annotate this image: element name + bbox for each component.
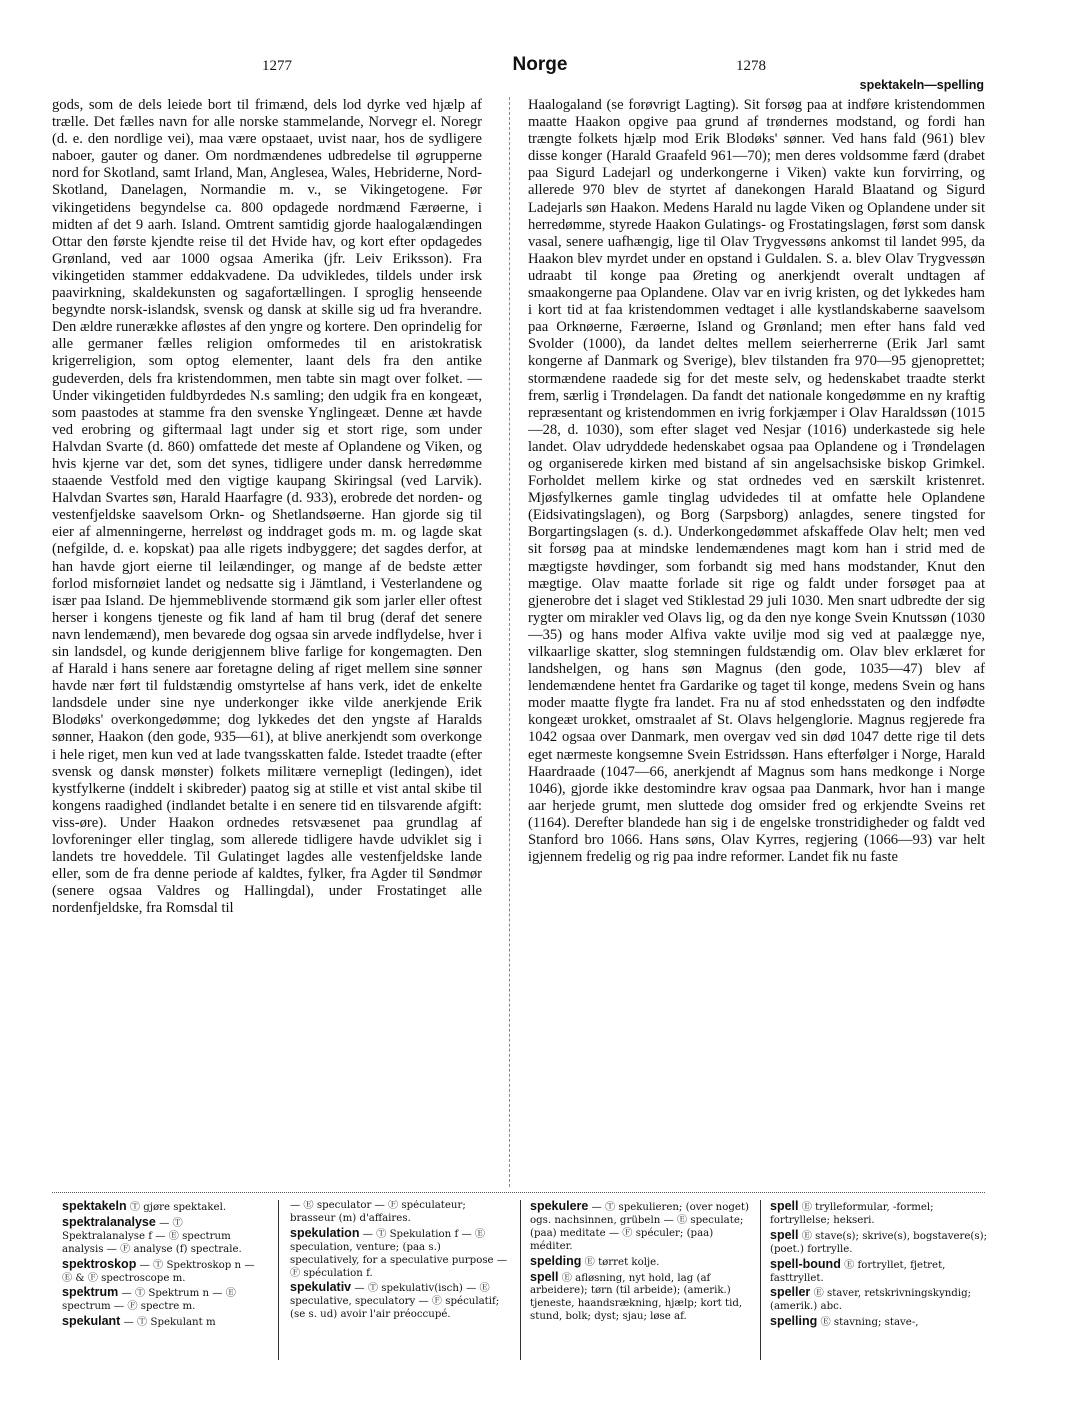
page-number-left: 1277: [262, 58, 292, 74]
glossary-headword: spell: [530, 1269, 559, 1284]
glossary-definition: — Ⓔ speculator — Ⓕ spéculateur; brasseur (m) d'affaires.: [290, 1200, 466, 1224]
glossary-headword: spell-bound: [770, 1256, 841, 1271]
glossary-headword: spekulation: [290, 1225, 360, 1240]
glossary-column-4: [770, 1200, 990, 1360]
glossary-headword: spell: [770, 1227, 799, 1242]
glossary-headword: spell: [770, 1200, 799, 1213]
glossary-column-3: [530, 1200, 752, 1360]
glossary-column-1: [62, 1200, 266, 1360]
page-number-right: 1278: [736, 58, 766, 74]
glossary-entry: [62, 1286, 266, 1314]
glossary-definition: Ⓔ stave(s); skrive(s), bogstavere(s); (poet.) fortrylle.: [770, 1230, 988, 1255]
column-divider: [509, 97, 510, 1187]
glossary-definition: — Ⓣ Spekulation f — Ⓔ speculation, venture; (paa s.) speculatively, for a speculative purpose — Ⓕ spéculation f.: [290, 1228, 508, 1279]
glossary-entry: [530, 1255, 752, 1270]
glossary-entry: [62, 1258, 266, 1286]
glossary-definition: Ⓔ staver, retskrivningskyndig; (amerik.) abc.: [770, 1288, 972, 1313]
glossary-entry: [62, 1315, 266, 1330]
glossary-entry: [290, 1227, 512, 1281]
glossary-definition: Ⓔ fortryllet, fjetret, fasttryllet.: [770, 1259, 946, 1284]
glossary-divider: [278, 1200, 279, 1360]
glossary-headword: speller: [770, 1285, 811, 1300]
left-column-paragraph: gods, som de dels leiede bort til frimænd, dels lod dyrke ved hjælp af trælle. Det fælles navn for alle norske stammelande, Norvegr el. Noregr (d. e. den nordlige vei), maa være opstaaet, uvist naar, hos de sydligere naboer, gauter og daner. Om nordmændenes udbredelse til øgrupperne nord for Skotland, samt Irland, Man, Anglesea, Wales, Hebriderne, Nord-Skotland, Danelagen, Normandie m. v., se Vikingetogene. Før vikingetidens begyndelse ca. 800 opdagede nordmænd Færøerne, i midten af det 9 aarh. Island. Omtrent samtidig gjorde haalogalændingen Ottar den første kjendte reise til det Hvide hav, og kort efter opdagedes Grønland, ved aar 1000 ogsaa Amerika (jfr. Leiv Eriksson). Fra vikingetiden stammer eddakvadene. Da udvikledes, tildels under irsk paavirkning, skaldekunsten og sagafortællingen. I sproglig henseende begyndte norsk-islandsk, svensk og dansk at skille sig ud fra hverandre. Den ældre runerække afløstes af den yngre og kortere. Den oprindelig for alle germaner fælles religion omformedes til en aristokratisk krigerreligion, som optog elementer, laant dels fra den antike gudeverden, dels fra kristendommen, men tabte sin magt over folket. — Under vikingetiden fuldbyrdedes N.s samling; den udgik fra en kongeæt, som paastodes at stamme fra den svenske Ynglingeæt. Denne æt havde ved erobring og giftermaal lagt under sig et stort rige, som under Halvdan Svarte (d. 860) omfattede det meste af Oplandene og Viken, og hvis kjerne var det, som det synes, tidligere under dansk herredømme staaende Vestfold med den vigtige kaupang Skiringsal (ved Larvik). Halvdan Svartes søn, Harald Haarfagre (d. 933), erobrede det norden- og vestenfjeldske saavelsom Orkn- og Shetlandsøerne. Han gjorde sig til eier af almenningerne, herreløst og inddraget gods m. m. og lagde skat (nefgilde, d. e. kopskat) paa alle rigets indbyggere; det sagdes derfor, at han havde gjort eierne til leilændinger, og mange af de bedste ætter forlod misfornøiet landet og nedsatte sig i Jämtland, i Vesterlandene og især paa Island. De hjemmeblivende stormænd gik som jarler eller oftest herser i kongens tjeneste og fik land af ham til brug (deraf det senere navn lendemænd), men bevarede dog ogsaa sin arvede indflydelse, hver i sin landsdel, og kunde derigjennem blive farlige for kongemagten. Den af Harald i hans senere aar foretagne deling af riget mellem sine sønner havde nær ført til fuldstændig omstyrtelse af hans verk, idet de enkelte landsdele under sine nye underkonger ikke vilde anerkjende Erik Blodøks' overkongedømme; dog lykkedes det den yngste af Haralds sønner, Haakon (den gode, 935—61), at blive anerkjendt som overkonge i hele riget, men kun ved at lade tvangsskatten falde. Istedet traadte (efter svensk og dansk mønster) folkets militære vernepligt (ledingen), idet kystfylkerne (inddelt i skibreder) paatog sig at stille et vist antal skibe til kongens raadighed (indlandet betalte i en senere tid en tilsvarende afgift: viss-øre). Under Haakon ordnedes retsvæsenet paa grundlag af lovforeninger eller tinglag, som allerede tidligere havde udviklet sig i landets tre hoveddele. Til Gulatinget lagdes alle vestenfjeldske lande eller, som de fra denne periode af kaldtes, fylker, fra Agder til Søndmør (senere ogsaa Valdres og Hallingdal), under Frostatinget alle nordenfjeldske, fra Romsdal til: [52, 97, 482, 917]
glossary-definition: — Ⓣ Spektralanalyse f — Ⓔ spectrum analysis — Ⓕ analyse (f) spectrale.: [62, 1217, 242, 1255]
glossary-definition: — Ⓣ spekulativ(isch) — Ⓔ speculative, speculatory — Ⓕ spéculatif; (se s. ud) avoir l'air préoccupé.: [290, 1283, 500, 1321]
glossary-definition: Ⓣ gjøre spektakel.: [129, 1202, 227, 1213]
glossary-definition: Ⓔ trylleformular, -formel; fortryllelse; hekseri.: [770, 1202, 934, 1226]
glossary-headword: spekulativ: [290, 1280, 352, 1295]
glossary-entry: [530, 1200, 752, 1254]
glossary-definition: Ⓔ stavning; stave-,: [820, 1317, 919, 1329]
glossary-headword: spekulere: [530, 1200, 589, 1213]
glossary-headword: spektralanalyse: [62, 1214, 156, 1229]
glossary-entry: [770, 1229, 990, 1257]
glossary-definition: — Ⓣ Spektrum n — Ⓔ spectrum — Ⓕ spectre m.: [62, 1288, 236, 1313]
glossary-divider: [520, 1200, 521, 1360]
glossary-entry: [770, 1200, 990, 1228]
left-text-column: [52, 97, 482, 1184]
glossary-separator: [52, 1192, 985, 1193]
glossary-headword: spelding: [530, 1253, 582, 1268]
glossary-definition: — Ⓣ spekulieren; (over noget) ogs. nachsinnen, grübeln — Ⓔ speculate; (paa) meditate — Ⓕ spéculer; (paa) méditer.: [530, 1202, 749, 1252]
page-title: Norge: [512, 54, 568, 75]
glossary-definition: Ⓔ tørret kolje.: [584, 1256, 660, 1268]
right-text-column: [528, 97, 985, 1184]
glossary-entry: [290, 1200, 512, 1226]
guide-words: spektakeln—spelling: [859, 78, 984, 92]
glossary-divider: [760, 1200, 761, 1360]
glossary-entry: [770, 1286, 990, 1314]
glossary-definition: — Ⓣ Spekulant m: [123, 1317, 216, 1329]
glossary-entry: [62, 1216, 266, 1257]
glossary-headword: spektrum: [62, 1285, 119, 1300]
glossary-entry: [530, 1271, 752, 1325]
glossary-headword: spelling: [770, 1314, 818, 1329]
glossary-headword: spektroskop: [62, 1256, 137, 1271]
glossary-column-2: [290, 1200, 512, 1360]
glossary-definition: — Ⓣ Spektroskop n — Ⓔ & Ⓕ spectroscope m.: [62, 1259, 255, 1284]
glossary-entry: [770, 1315, 990, 1330]
glossary-headword: spekulant: [62, 1314, 121, 1329]
glossary-headword: spektakeln: [62, 1200, 127, 1213]
glossary-entry: [62, 1200, 266, 1215]
glossary-definition: Ⓔ afløsning, nyt hold, lag (af arbeidere); tørn (til arbeide); (amerik.) tjeneste, haandsrækning, hjælp; kort tid, stund, bolk; dyst; sjau; løse af.: [530, 1272, 743, 1323]
right-column-paragraph: Haalogaland (se forøvrigt Lagting). Sit forsøg paa at indføre kristendommen maatte Haakon opgive paa grund af trøndernes modstand, og fordi han trængte folkets hjælp mod Erik Blodøks' sønner. Ved hans fald (961) blev disse konger (Harald Graafeld 961—70); men deres voldsomme færd (drabet paa Sigurd Ladejarl og underkongerne i Viken) vakte kun forvirring, og allerede 970 blev de styrtet af danekongen Harald Blaatand og Sigurd Ladejarls søn Haakon. Medens Harald nu lagde Viken og Oplandene under sit herredømme, styrede Haakon Gulatings- og Frostatingslagen, først som dansk vasal, senere uafhængig, lige til Olav Trygvessøns ankomst til landet 995, da Haakon blev myrdet under en opstand i Guldalen. S. a. blev Olav Trygvessøn udraabt til konge paa Øreting og anerkjendt overalt undtagen af smaakongerne paa Oplandene. Olav var en ivrig kristen, og det lykkedes ham i kort tid at faa kristendommen vedtaget i alle kystlandskaberne saavelsom paa Orknøerne, Færøerne, Island og Grønland; men efter hans fald ved Svolder (1000), da landet deltes mellem seierherrerne (Erik Jarl samt kongerne af Danmark og Sverige), blev tilstanden fra 970—95 gjenoprettet; stormændene raadede sig for det meste selv, og hedenskabet traadte sterkt frem, særlig i Trøndelagen. Da fandt det nationale kongedømme en ny kraftig repræsentant og kristendommen en ivrig forkjæmper i Olav Haraldssøn (1015—28, d. 1030), som efter slaget ved Nesjar (1016) underkastede sig hele landet. Olav udryddede hedenskabet ogsaa paa Oplandene og i Trøndelagen og organiserede kirken med bistand af sin angelsachsiske biskop Grimkel. Forholdet mellem kirke og stat ordnedes ved en særskilt kristenret. Mjøsfylkernes gamle tinglag udvidedes til at omfatte hele Oplandene (Eidsivatingslagen), og Borg (Sarpsborg) anlagdes, senere tingsted for Borgartingslagen (s. d.). Underkongedømmet afskaffede Olav helt; men ved sit forsøg paa at mindske lendemændenes magt kom han i strid med de mægtigste høvdinger, som forbandt sig med hans modstander, Knut den mægtige. Olav maatte forlade sit rige og faldt under forsøget paa at gjenerobre det i slaget ved Stiklestad 29 juli 1030. Men snart udbredte der sig rygter om mirakler ved Olavs lig, og da den nye konge Svein Knutssøn (1030—35) og hans moder Alfiva vakte uvilje mod sig ved at paalægge nye, vilkaarlige skatter, slog stemningen fuldstændig om. Olav blev erklæret for landshelgen, og hans søn Magnus (den gode, 1035—47) blev af lendemændene hentet fra Gardarike og taget til konge, medens Svein og hans moder maatte flygte fra landet. Fra nu af stod enhedsstaten og den indfødte kongeæt urokket, omstraalet af St. Olavs helgenglorie. Magnus regjerede fra 1042 ogsaa over Danmark, men overgav ved sin død 1047 dette rige til dets eget nærmeste kongsemne Svein Estridssøn. Hans efterfølger i Norge, Harald Haardraade (1047—66, anerkjendt af Magnus som hans medkonge i Norge 1046), gjorde ikke destomindre krav ogsaa paa Danmark, hvor han i mange aar herjede grumt, men sluttede dog omsider fred og erkjendte Sveins ret (1164). Derefter blandede han sig i de engelske tronstridigheder og faldt ved Stanford bro 1066. Hans søns, Olav Kyrres, regjering (1066—93) var helt igjennem fredelig og rig paa indre reformer. Landet fik nu faste: [528, 97, 985, 866]
glossary-entry: [770, 1258, 990, 1286]
page-header: [0, 54, 1080, 92]
glossary-entry: [290, 1281, 512, 1322]
